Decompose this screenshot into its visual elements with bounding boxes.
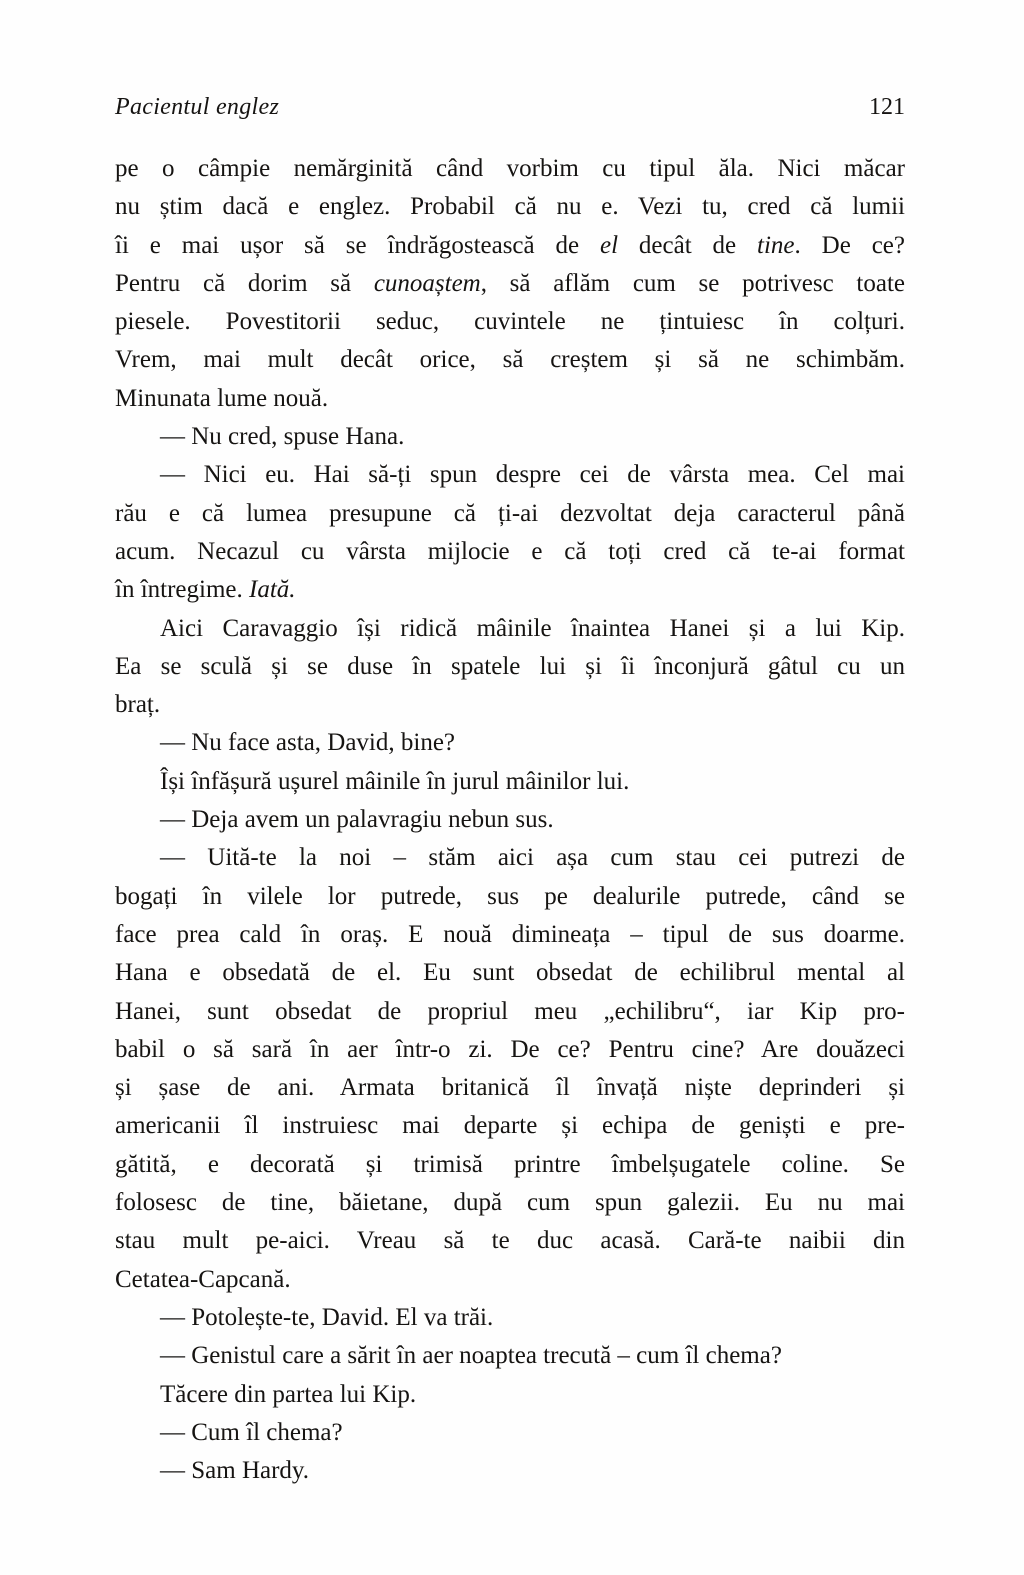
text-segment: bogați în vilele lor putrede, sus pe dealurile putrede, când se [115,882,905,910]
text-line [115,303,905,341]
text-segment: stau mult pe-aici. Vreau să te duc acasă. Cară-te naibii din [115,1227,905,1255]
text-segment: — Nu cred, spuse Hana. [160,423,405,451]
page-header [115,92,905,122]
text-segment: Hana e obsedată de el. Eu sunt obsedat de echilibrul mental al [115,959,905,987]
text-line [115,1337,905,1375]
text-line [115,1069,905,1107]
text-segment: — Nu face asta, David, bine? [160,729,456,757]
text-line [115,954,905,992]
text-line [115,1146,905,1184]
text-segment: — Genistul care a sărit în aer noaptea trecută – cum îl chema? [160,1342,782,1370]
text-segment: Minunata lume nouă. [115,384,329,412]
text-line [115,763,905,801]
text-line [115,150,905,188]
text-segment: — Sam Hardy. [160,1457,310,1485]
text-line [115,456,905,494]
text-segment: și șase de ani. Armata britanică îl învață niște deprinderi și [115,1074,905,1102]
text-line [115,1107,905,1145]
text-segment: decât de [618,231,758,259]
text-segment: — Potolește-te, David. El va trăi. [160,1303,494,1331]
text-line [115,801,905,839]
text-segment: în întregime. [115,576,249,604]
text-segment: — Nici eu. Hai să-ți spun despre cei de vârsta mea. Cel mai [160,461,905,489]
text-segment: Își înfășură ușurel mâinile în jurul mâinilor lui. [160,767,630,795]
paragraph [115,724,905,762]
paragraph [115,763,905,801]
text-line [115,571,905,609]
text-segment: Tăcere din partea lui Kip. [160,1380,417,1408]
text-line [115,1222,905,1260]
text-line [115,341,905,379]
paragraph [115,1414,905,1452]
paragraph [115,418,905,456]
text-segment: — Cum îl chema? [160,1418,343,1446]
text-segment: rău e că lumea presupune că ți-ai dezvoltat deja caracterul până [115,499,905,527]
text-segment: nu știm dacă e englez. Probabil că nu e. Vezi tu, cred că lumii [115,193,905,221]
text-segment: Vrem, mai mult decât orice, să creștem și să ne schimbăm. [115,346,905,374]
text-segment: Aici Caravaggio își ridică mâinile înaintea Hanei și a lui Kip. [160,614,905,642]
text-segment: folosesc de tine, băietane, după cum spun galezii. Eu nu mai [115,1189,905,1217]
text-segment: . De ce? [794,231,905,259]
text-line [115,533,905,571]
text-segment: piesele. Povestitorii seduc, cuvintele ne țintuiesc în colțuri. [115,308,905,336]
text-line [115,878,905,916]
text-line [115,686,905,724]
text-segment: braț. [115,691,161,719]
text-segment: Hanei, sunt obsedat de propriul meu „echilibru“, iar Kip pro- [115,997,905,1025]
text-segment: face prea cald în oraș. E nouă dimineața – tipul de sus doarme. [115,920,905,948]
paragraph [115,801,905,839]
text-segment: pe o câmpie nemărginită când vorbim cu tipul ăla. Nici măcar [115,155,905,182]
paragraph [115,1376,905,1414]
running-title: Pacientul englez [115,94,280,120]
text-line [115,1376,905,1414]
text-line [115,418,905,456]
text-line [115,265,905,303]
text-line [115,495,905,533]
paragraph [115,610,905,725]
text-line [115,993,905,1031]
paragraph [115,1337,905,1375]
paragraph [115,150,905,418]
text-segment: acum. Necazul cu vârsta mijlocie e că toți cred că te-ai format [115,537,905,565]
text-line [115,916,905,954]
text-line [115,380,905,418]
paragraph [115,839,905,1299]
text-segment: americanii îl instruiesc mai departe și echipa de geniști e pre- [115,1112,905,1140]
text-line [115,188,905,226]
text-segment: Pentru că dorim să [115,269,374,297]
text-segment: — Deja avem un palavragiu nebun sus. [160,806,554,834]
text-line [115,227,905,265]
paragraph [115,1452,905,1490]
text-segment: Ea se sculă și se duse în spatele lui și îi înconjură gâtul cu un [115,652,905,680]
text-line [115,648,905,686]
italic-text: Iată. [249,576,296,604]
text-line [115,1184,905,1222]
italic-text: cunoaștem [373,269,481,297]
page-body [115,150,905,1490]
text-line [115,1452,905,1490]
page-content [115,92,905,1490]
text-segment: babil o să sară în aer într-o zi. De ce? Pentru cine? Are douăzeci [115,1035,905,1063]
text-segment: — Uită-te la noi – stăm aici așa cum stau cei putrezi de [160,844,905,872]
text-line [115,610,905,648]
text-segment: gătită, e decorată și trimisă printre îmbelșugatele coline. Se [115,1150,905,1178]
text-line [115,1031,905,1069]
text-segment: , să aflăm cum se potrivesc toate [480,269,905,297]
italic-text: tine [757,231,795,259]
page-number: 121 [869,94,905,120]
text-line [115,1414,905,1452]
italic-text: el [600,231,619,259]
paragraph [115,456,905,609]
text-line [115,839,905,877]
text-line [115,1261,905,1299]
paragraph [115,1299,905,1337]
text-line [115,1299,905,1337]
text-segment: îi e mai ușor să se îndrăgostească de [115,231,600,259]
text-segment: Cetatea-Capcană. [115,1265,291,1293]
text-line [115,724,905,762]
